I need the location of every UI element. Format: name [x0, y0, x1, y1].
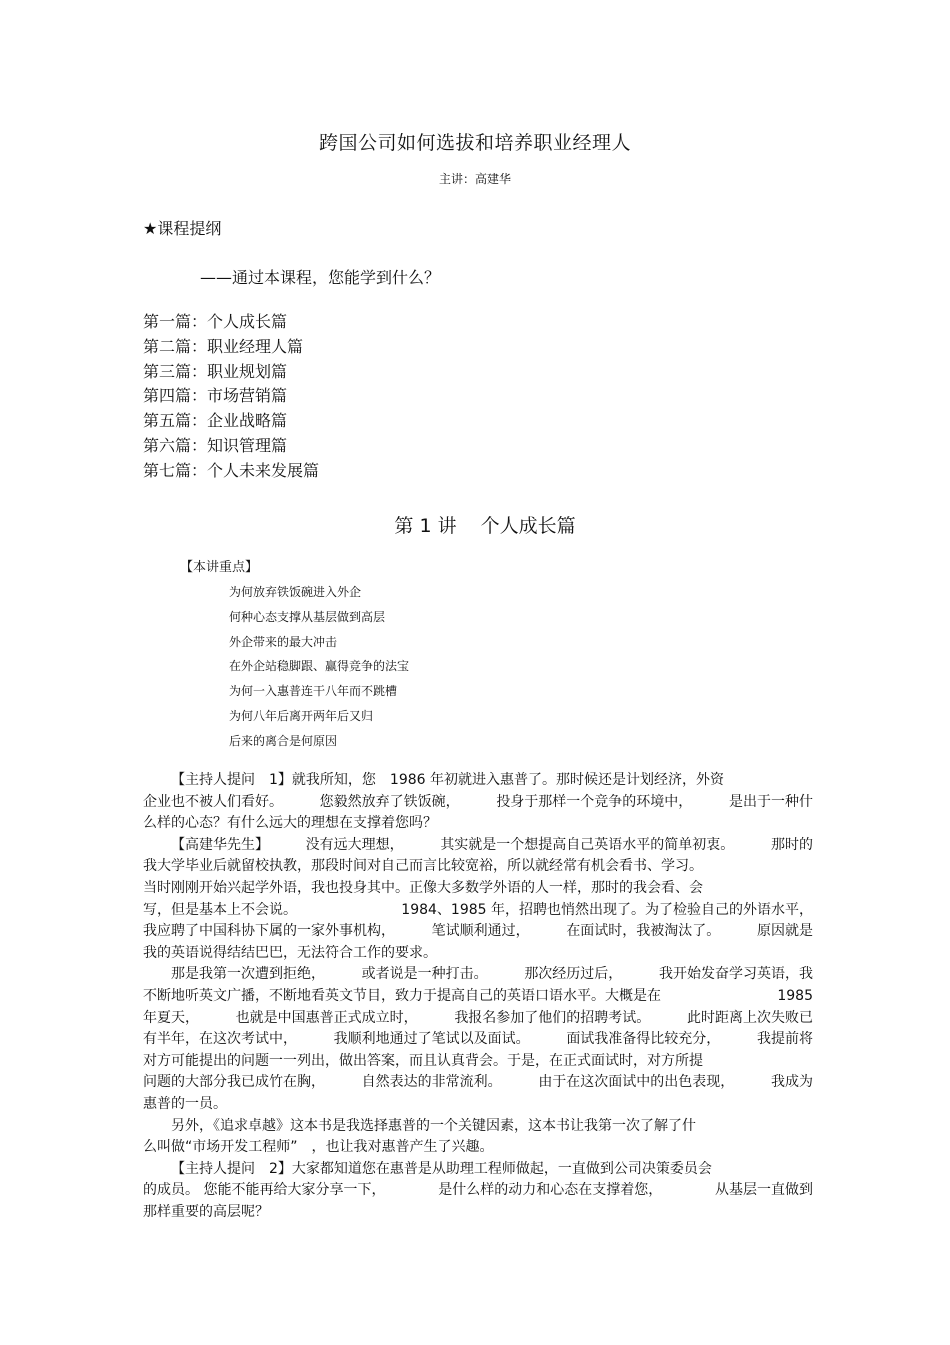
body-line	[143, 878, 813, 900]
key-points-heading: 【本讲重点】	[180, 560, 259, 575]
body-segment: 其实就是一个想提高自己英语水平的简单初衷。	[440, 836, 735, 853]
body-segment: 由于在这次面试中的出色表现，	[538, 1074, 735, 1091]
lecture-number: 第 1 讲	[394, 515, 457, 537]
body-line	[143, 943, 813, 965]
body-segment: 投身于那样一个竞争的环境中，	[496, 793, 693, 810]
body-segment: 我报名参加了他们的招聘考试。	[454, 1009, 651, 1026]
body-segment: 或者说是一种打击。	[361, 966, 488, 983]
body-segment: 我成为	[770, 1074, 813, 1091]
body-segment: 我开始发奋学习英语，我	[658, 966, 813, 983]
body-segment: 我应聘了中国科协下属的一家外事机构，	[143, 923, 395, 940]
body-segment: 我顺利地通过了笔试以及面试。	[333, 1031, 530, 1048]
speaker-line: 主讲：高建华	[438, 172, 511, 186]
body-segment: 么样的心态？有什么远大的理想在支撑着您吗？	[143, 815, 437, 832]
body-segment: 1985	[777, 987, 813, 1004]
body-line	[143, 1159, 813, 1181]
key-point: 为何八年后离开两年后又归	[229, 708, 374, 723]
body-segment: 年夏天，	[143, 1009, 199, 1026]
key-point: 为何放弃铁饭碗进入外企	[229, 585, 362, 599]
body-line	[143, 921, 813, 943]
body-segment: 那时的	[770, 836, 813, 853]
body-segment: 我提前将	[756, 1031, 813, 1048]
body-segment: 对方可能提出的问题一一列出，做出答案，而且认真背会。于是，在正式面试时，对方所提	[143, 1052, 703, 1069]
body-line	[143, 1094, 813, 1116]
chapter-item: 第二篇：职业经理人篇	[143, 336, 304, 356]
lecture-heading	[0, 511, 950, 538]
body-line	[143, 900, 813, 922]
body-segment: 我的英语说得结结巴巴，无法符合工作的要求。	[143, 944, 437, 961]
body-segment: 您毅然放弃了铁饭碗，	[319, 793, 460, 810]
body-segment: 在面试时，我被淘汰了。	[566, 923, 721, 940]
lecture-name: 个人成长篇	[480, 515, 576, 537]
chapter-item: 第七篇：个人未来发展篇	[143, 460, 320, 480]
body-segment: 当时刚刚开始兴起学外语，我也投身其中。正像大多数学外语的人一样，那时的我会看、会	[143, 879, 703, 896]
document-title: 跨国公司如何选拔和培养职业经理人	[318, 132, 631, 154]
chapter-list	[143, 310, 319, 484]
body-segment: 那是我第一次遭到拒绝，	[171, 966, 325, 983]
body-segment: 是出于一种什	[728, 793, 813, 810]
body-line	[143, 1137, 813, 1159]
body-line	[143, 1072, 813, 1094]
body-segment: 是什么样的动力和心态在支撑着您，	[438, 1182, 663, 1199]
body-segment: 不断地听英文广播，不断地看英文节目，致力于提高自己的英语口语水平。大概是在	[143, 987, 661, 1004]
body-segment: 自然表达的非常流利。	[361, 1074, 502, 1091]
body-segment: 笔试顺利通过，	[431, 923, 530, 940]
body-line	[143, 1029, 813, 1051]
chapter-item: 第五篇：企业战略篇	[143, 411, 288, 431]
outline-subtitle: ——通过本课程，您能学到什么？	[200, 268, 441, 287]
body-line	[143, 835, 813, 857]
key-point: 何种心态支撑从基层做到高层	[229, 609, 386, 624]
key-point: 在外企站稳脚跟、赢得竞争的法宝	[229, 659, 410, 674]
key-point: 外企带来的最大冲击	[229, 634, 338, 649]
body-line	[143, 1008, 813, 1030]
body-segment: 也就是中国惠普正式成立时，	[235, 1009, 418, 1026]
body-segment: 那次经历过后，	[524, 966, 623, 983]
body-line	[143, 1180, 813, 1202]
body-segment: 那样重要的高层呢？	[143, 1203, 269, 1220]
body-segment: 原因就是	[756, 923, 813, 940]
outline-heading: ★课程提纲	[143, 219, 222, 238]
body-segment: 企业也不被人们看好。	[143, 793, 283, 810]
body-segment: 【高建华先生】	[171, 836, 269, 853]
body-line	[143, 856, 813, 878]
chapter-item: 第四篇：市场营销篇	[143, 386, 288, 406]
body-segment: 另外，《追求卓越》这本书是我选择惠普的一个关键因素，这本书让我第一次了解了什	[171, 1117, 696, 1134]
chapter-item: 第六篇：知识管理篇	[143, 435, 288, 455]
chapter-item: 第一篇：个人成长篇	[143, 312, 288, 331]
body-segment: 1984、1985 年，招聘也悄然出现了。为了检验自己的外语水平，	[401, 901, 813, 918]
body-line	[143, 770, 813, 792]
body-segment: 没有远大理想，	[305, 836, 404, 853]
body-segment: 从基层一直做到	[714, 1182, 813, 1199]
body-segment: 写，但是基本上不会说。	[143, 901, 297, 918]
body-segment: 的成员。 您能不能再给大家分享一下，	[143, 1182, 386, 1199]
body-segment: 么叫做“市场开发工程师” ，也让我对惠普产生了兴趣。	[143, 1139, 494, 1156]
chapter-item: 第三篇：职业规划篇	[143, 361, 288, 381]
body-line	[143, 1051, 813, 1073]
body-line	[143, 1116, 813, 1138]
key-point: 后来的离合是何原因	[229, 733, 338, 748]
body-line	[143, 1202, 813, 1224]
body-segment: 惠普的一员。	[143, 1095, 227, 1112]
body-line	[143, 986, 813, 1008]
body-segment: 此时距离上次失败已	[686, 1009, 813, 1026]
body-line	[143, 792, 813, 814]
body-line	[143, 964, 813, 986]
body-line	[143, 813, 813, 835]
body-segment: 问题的大部分我已成竹在胸，	[143, 1074, 325, 1091]
body-segment: 面试我准备得比较充分，	[566, 1031, 721, 1048]
body-text	[143, 770, 813, 1223]
body-segment: 【主持人提问 2】大家都知道您在惠普是从助理工程师做起，一直做到公司决策委员会	[171, 1160, 712, 1177]
key-points-list	[229, 580, 409, 754]
body-segment: 我大学毕业后就留校执教，那段时间对自己而言比较宽裕，所以就经常有机会看书、学习。	[143, 858, 703, 875]
body-segment: 【主持人提问 1】就我所知，您 1986 年初就进入惠普了。那时候还是计划经济，外资	[171, 772, 724, 788]
body-segment: 有半年，在这次考试中，	[143, 1031, 297, 1048]
key-point: 为何一入惠普连干八年而不跳槽	[229, 684, 398, 699]
